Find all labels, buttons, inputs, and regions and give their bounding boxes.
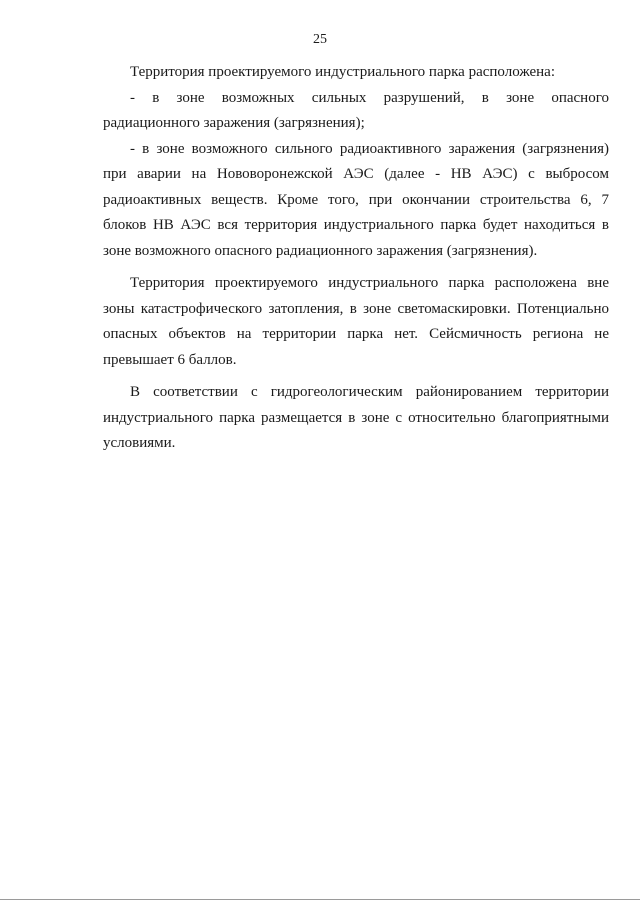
- paragraph-line: Территория проектируемого индустриального парка расположена вне: [130, 275, 609, 291]
- paragraph-gap: [103, 373, 609, 380]
- list-item-destruction-zone: [103, 86, 609, 137]
- paragraph-line: опасных объектов на территории парка нет. Сейсмичность региона не: [103, 326, 609, 342]
- paragraph-line: Территория проектируемого индустриального парка расположена:: [130, 64, 556, 80]
- paragraph-line: блоков НВ АЭС вся территория индустриального парка будет находиться в: [103, 217, 609, 233]
- paragraph-location-intro: [103, 60, 609, 86]
- paragraph-line: при аварии на Нововоронежской АЭС (далее - НВ АЭС) с выбросом: [103, 166, 609, 182]
- page-bottom-edge: [0, 899, 640, 900]
- paragraph-hydrogeology: [103, 380, 609, 457]
- document-body: [103, 60, 609, 457]
- paragraph-line: индустриального парка размещается в зоне с относительно благоприятными: [103, 409, 609, 426]
- paragraph-flood-seismic: [103, 271, 609, 373]
- paragraph-line: превышает 6 баллов.: [103, 351, 237, 368]
- paragraph-line: радиационного заражения (загрязнения);: [103, 115, 365, 131]
- paragraph-line: - в зоне возможного сильного радиоактивного заражения (загрязнения): [130, 140, 609, 157]
- page-number: 25: [313, 32, 327, 47]
- paragraph-line: зоне возможного опасного радиационного заражения (загрязнения).: [103, 242, 538, 259]
- paragraph-line: - в зоне возможных сильных разрушений, в зоне опасного: [130, 89, 609, 106]
- paragraph-line: радиоактивных веществ. Кроме того, при окончании строительства 6, 7: [103, 191, 609, 208]
- paragraph-line: В соответствии с гидрогеологическим районированием территории: [130, 384, 609, 400]
- paragraph-line: зоны катастрофического затопления, в зоне светомаскировки. Потенциально: [103, 300, 609, 317]
- paragraph-line: условиями.: [103, 435, 176, 451]
- list-item-radioactive-zone: [103, 137, 609, 265]
- paragraph-gap: [103, 264, 609, 271]
